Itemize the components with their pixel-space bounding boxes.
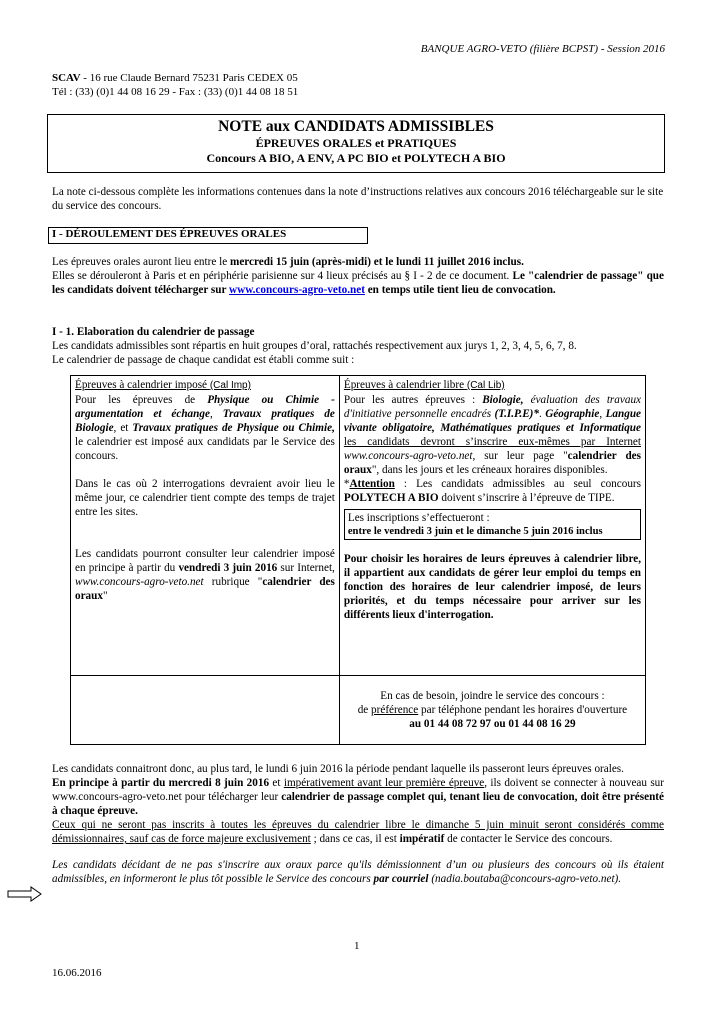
bot-p2b: et [269,777,284,789]
free-p1c: évaluation des travaux d'initiative personnelle encadrés [343,393,642,420]
same-day-paragraph: Dans le cas où 2 interrogations devraient avoir lieu le même jour, ce calendrier tient compte des temps de trajet entre les sites. [75,477,335,518]
attention-paragraph [344,477,641,505]
bot-p2e: calendrier de passage complet qui, tenant lieu de convocation, doit être présenté à chaque épreuve. [52,791,664,817]
dates-range: mercredi 15 juin (après-midi) et le lundi 11 juillet 2016 inclus. [230,256,524,268]
period-paragraph: Les candidats connaitront donc, au plus tard, le lundi 6 juin 2016 la période pendant laquelle ils passeront leurs épreuves orales. [52,763,624,775]
imp-p3f: calendrier des oraux [75,575,335,602]
free-calendar-heading [344,378,641,393]
imp-p3a: Les candidats pourront consulter leur calendrier imposé en principe à partir du [75,547,335,574]
title-concours: Concours A BIO, A ENV, A PC BIO et POLYTECH A BIO [206,151,506,166]
imp-p1f: Travaux pratiques de Physique ou Chimie, [132,421,335,434]
section-1-heading: I - DÉROULEMENT DES ÉPREUVES ORALES [48,227,368,244]
bot-p4a: Les candidats décidant de ne pas s'inscrire aux oraux parce qu'ils démissionnent d’un ou plusieurs des concours où ils étaient admissibles, en informeront le plus tôt possible le Service des concours [52,859,664,885]
bot-p3b: ; dans ce cas, il est [310,833,400,845]
bot-p3c: impératif [399,833,445,845]
free-heading-tag: (Cal Lib) [466,380,505,391]
withdrawal-paragraph [52,858,664,886]
registration-dates-box [344,509,641,540]
title-main: NOTE aux CANDIDATS ADMISSIBLES [218,118,494,135]
contact-line-2 [344,703,641,717]
concours-website-link[interactable]: www.concours-agro-veto.net [229,284,365,296]
imp-p1d: Travaux pratiques de Biologie [75,407,335,434]
contact-l2a: de [357,704,372,716]
contact-cell [339,676,645,745]
free-calendar-cell [339,376,645,676]
calendar-intro-line: Le calendrier de passage de chaque candidat est établi comme suit : [52,354,355,366]
title-subtitle: ÉPREUVES ORALES et PRATIQUES [255,136,457,151]
empty-cell [71,676,340,745]
section-1-body [52,255,664,297]
free-p1a: Pour les autres épreuves : [343,393,483,406]
bottom-section [52,762,664,886]
contact-line-1: En cas de besoin, joindre le service des concours : [380,690,605,702]
dates-paragraph [52,255,664,269]
section-1-1 [52,325,664,367]
free-p1e: . [539,407,546,420]
groups-line: Les candidats admissibles sont répartis en huit groupes d’oral, rattachés respectivement aux jurys 1, 2, 3, 4, 5, 6, 7, 8. [52,340,577,352]
bot-p4b: par courriel [373,873,429,885]
bot-p2c: impérativement avant leur première épreuve [283,777,485,789]
page-number: 1 [354,940,360,952]
imposed-heading-text: Épreuves à calendrier imposé [75,379,208,391]
free-p1h: Langue vivante obligatoire, Mathématiques pratiques et Informatique [343,407,642,434]
right-arrow-icon [7,885,43,903]
contact-phone-numbers: au 01 44 08 72 97 ou 01 44 08 16 29 [409,718,576,730]
imp-p3e: rubrique " [203,575,263,588]
choose-schedule-paragraph: Pour choisir les horaires de leurs épreuves à calendrier libre, il appartient aux candidats de gérer leur emploi du temps en fonction des horaires de leur calendrier imposé, de leurs priorités, et du temps nécessaire pour arriver sur les différents lieux d'interrogation. [343,552,641,621]
free-heading-text: Épreuves à calendrier libre [343,379,465,391]
free-p2a: * [343,477,350,490]
session-header: BANQUE AGRO-VETO (filière BCPST) - Session 2016 [420,43,665,55]
free-p1b: Biologie, [482,393,524,406]
contact-l2c: par téléphone pendant les horaires d'ouverture [418,704,628,716]
bot-p2a: En principe à partir du mercredi 8 juin 2016 [52,777,270,789]
free-p1i: les candidats devront s’inscrire eux-mêmes par Internet [343,435,641,448]
calendar-table [70,375,646,745]
free-p1g: , [599,407,606,420]
imp-p1b: Physique ou Chimie - argumentation et échange [75,393,335,420]
document-date: 16.06.2016 [52,967,102,979]
imposed-epreuves-paragraph [75,393,335,463]
free-p1d: (T.I.P.E)* [494,407,539,420]
locations-paragraph [52,269,664,297]
imp-p3b: vendredi 3 juin 2016 [178,561,278,574]
dates-text: Les épreuves orales auront lieu entre le [52,256,230,268]
title-box [47,114,665,173]
bot-p2d: , ils doivent se connecter à nouveau sur www.concours-agro-veto.net pour télécharger leur [52,777,664,803]
free-p2c: : Les candidats admissibles au seul concours [394,477,641,490]
scav-address: - 16 rue Claude Bernard 75231 Paris CEDEX 05 [80,72,298,84]
section-1-1-heading: I - 1. Elaboration du calendrier de passage [52,326,255,338]
free-p1k: , sur leur page " [472,449,568,462]
bot-p3a: Ceux qui ne seront pas inscrits à toutes les épreuves du calendrier libre le dimanche 5 juin minuit seront considérés comme démissionnaires, sauf cas de force majeure exclusivement [52,819,664,845]
registration-label: Les inscriptions s’effectueront : [347,511,490,524]
calendar-notice-end: en temps utile tient lieu de convocation. [364,284,556,296]
calendar-notice: Le "calendrier de passage" que les candidats doivent télécharger sur [52,270,664,296]
attention-label: Attention [349,477,395,490]
imp-p1a: Pour les épreuves de [75,393,208,406]
imp-p3d: www.concours-agro-veto.net [75,575,204,588]
registration-dates: entre le vendredi 3 juin et le dimanche 5 juin 2016 inclus [347,525,603,537]
imp-p3c: sur Internet, [277,561,335,574]
imp-p1g: le calendrier est imposé aux candidats par le Service des concours. [75,435,335,462]
locations-text: Elles se dérouleront à Paris et en périphérie parisienne sur 4 lieux précisés au § I - 2 de ce document. [52,270,513,282]
imposed-heading-tag: (Cal Imp) [209,380,251,391]
free-p2d: POLYTECH A BIO [343,491,439,504]
scav-name: SCAV [52,72,81,84]
imp-p3g: " [102,589,108,602]
free-p1m: ", dans les jours et les créneaux horaires disponibles. [371,463,608,476]
free-p1l: calendrier des oraux [343,449,641,476]
intro-paragraph: La note ci-dessous complète les informations contenues dans la note d’instructions relatives aux concours 2016 téléchargeable sur le site du service des concours. [52,186,664,212]
bot-p3d: de contacter le Service des concours. [444,833,613,845]
free-p1f: Géographie [545,407,600,420]
resignation-paragraph [52,818,664,846]
free-p2e: doivent s’inscrire à l’épreuve de TIPE. [438,491,615,504]
scav-address-block [52,71,298,100]
free-epreuves-paragraph [344,393,641,477]
contact-l2b: préférence [371,704,419,716]
connect-paragraph [52,776,664,818]
imp-p1c: , [209,407,223,420]
imposed-calendar-heading [75,378,335,393]
imposed-calendar-cell [71,376,340,676]
consult-calendar-paragraph [75,547,335,603]
scav-telephone: Tél : (33) (0)1 44 08 16 29 - Fax : (33) (0)1 44 08 18 51 [52,86,299,99]
imp-p1e: , et [113,421,133,434]
free-p1j: www.concours-agro-veto.net [343,449,473,462]
bot-p4c: (nadia.boutaba@concours-agro-veto.net). [428,873,622,885]
